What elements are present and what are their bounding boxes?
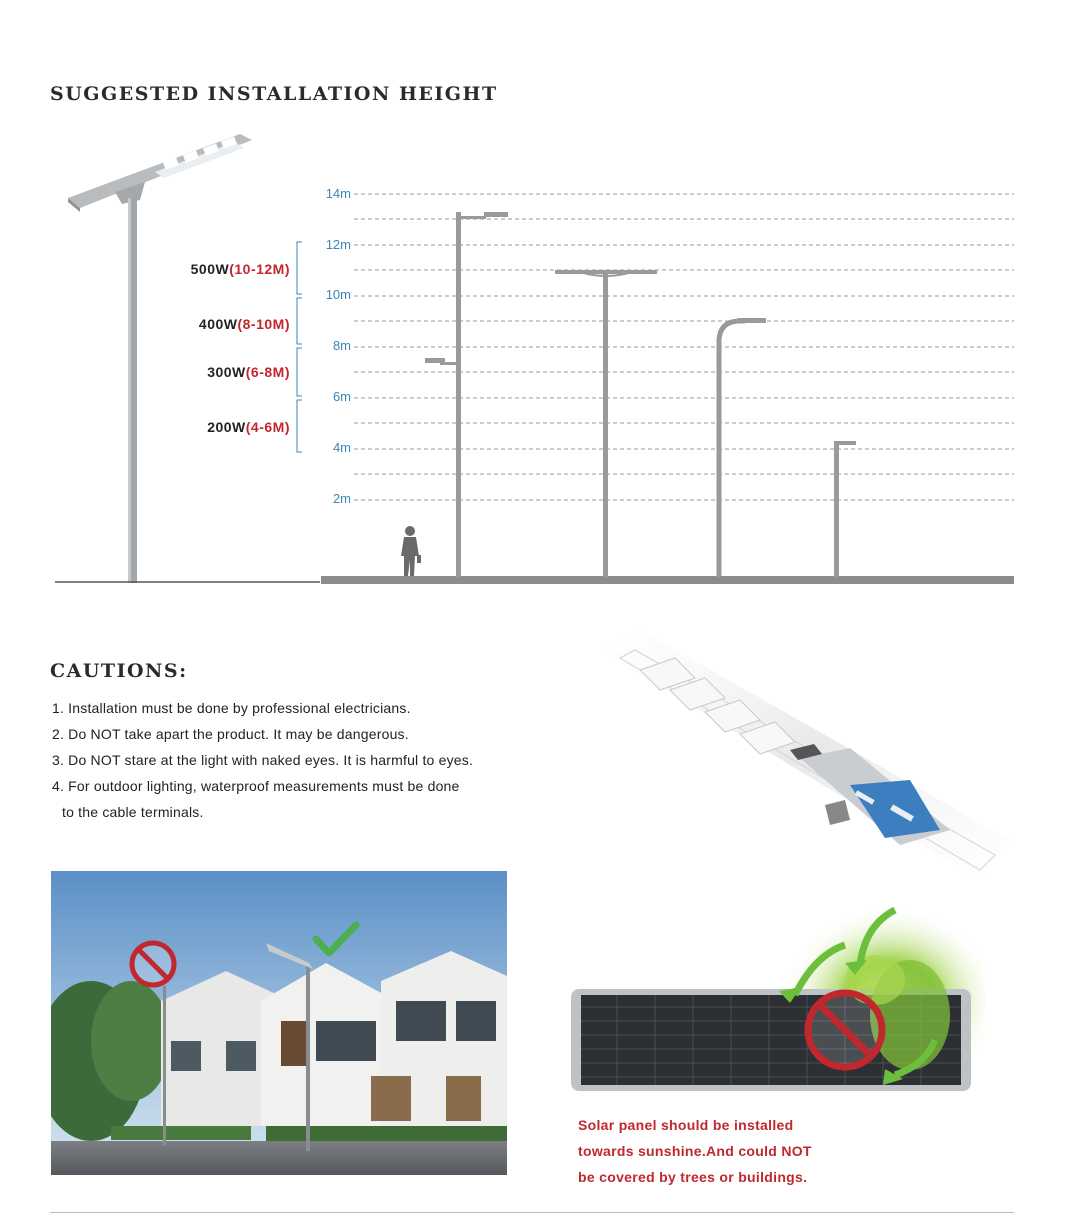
tick-2m: 2m bbox=[332, 491, 351, 506]
caution-item: 4. For outdoor lighting, waterproof measurements must be done bbox=[52, 778, 460, 794]
tick-14m: 14m bbox=[325, 186, 351, 201]
tick-6m: 6m bbox=[332, 389, 351, 404]
tick-10m: 10m bbox=[325, 287, 351, 302]
pole-12m bbox=[425, 212, 508, 577]
bottom-divider bbox=[50, 1212, 1014, 1213]
prohibited-icon bbox=[132, 943, 174, 985]
cautions-heading: CAUTIONS: bbox=[50, 660, 188, 682]
lamp-exploded-illustration bbox=[600, 630, 1040, 900]
wattage-300: 300W(6-8M) bbox=[207, 364, 290, 380]
height-diagram bbox=[0, 0, 1080, 600]
wattage-200: 200W(4-6M) bbox=[207, 419, 290, 435]
caution-list bbox=[52, 695, 473, 825]
solar-note-line: Solar panel should be installed bbox=[578, 1117, 794, 1133]
solar-note-line: towards sunshine.And could NOT bbox=[578, 1143, 812, 1159]
tick-8m: 8m bbox=[332, 338, 351, 353]
caution-item: 2. Do NOT take apart the product. It may be dangerous. bbox=[52, 726, 409, 742]
caution-item: to the cable terminals. bbox=[62, 804, 204, 820]
dashed-gridlines bbox=[354, 194, 1014, 500]
solar-note-line: be covered by trees or buildings. bbox=[578, 1169, 808, 1185]
solar-note bbox=[578, 1112, 878, 1190]
person-silhouette bbox=[401, 526, 421, 576]
caution-item: 3. Do NOT stare at the light with naked eyes. It is harmful to eyes. bbox=[52, 752, 474, 768]
tick-12m: 12m bbox=[325, 237, 351, 252]
wattage-400: 400W(8-10M) bbox=[198, 316, 290, 332]
tick-4m: 4m bbox=[332, 440, 351, 455]
pole-5m bbox=[834, 441, 856, 577]
wattage-500: 500W(10-12M) bbox=[190, 261, 290, 277]
caution-item: 1. Installation must be done by professional electricians. bbox=[52, 700, 411, 716]
solar-panel-illustration bbox=[565, 905, 985, 1110]
installation-heading: SUGGESTED INSTALLATION HEIGHT bbox=[50, 83, 498, 105]
house-photo bbox=[51, 871, 507, 1175]
prohibited-icon bbox=[808, 993, 882, 1067]
pole-9m bbox=[719, 318, 766, 577]
